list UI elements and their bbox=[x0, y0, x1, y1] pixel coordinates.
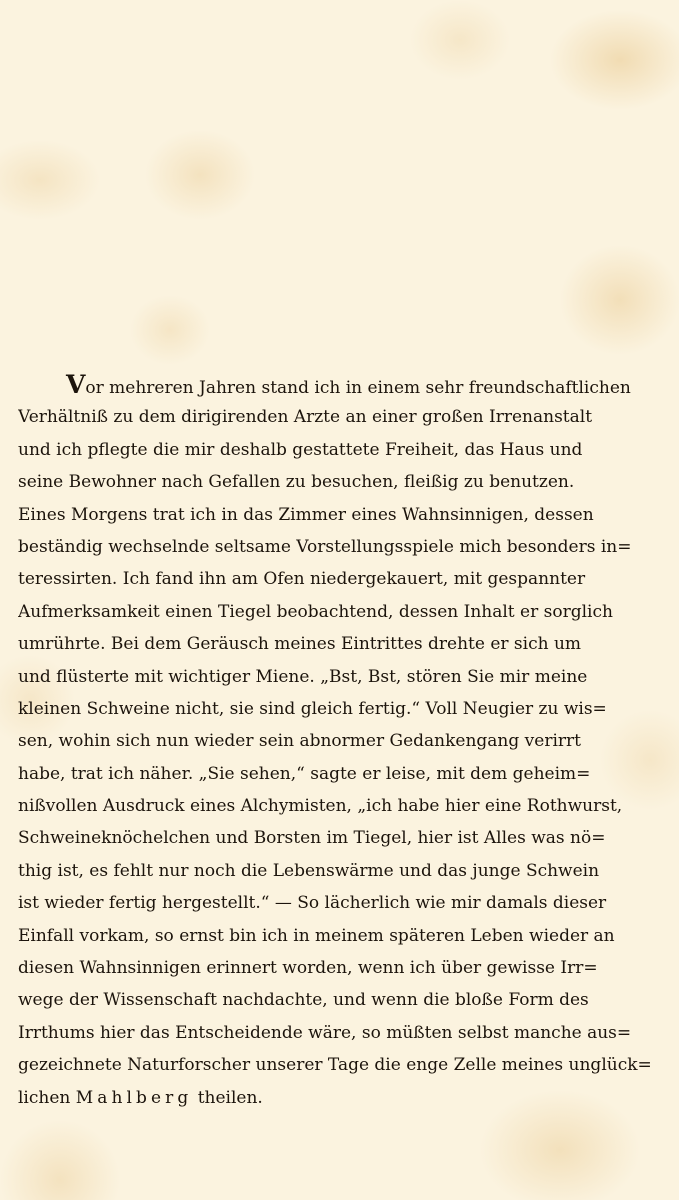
text-line: Verhältniß zu dem dirigirenden Arzte an einer großen Irrenanstalt bbox=[18, 407, 593, 428]
text-line: umrührte. Bei dem Geräusch meines Eintrittes drehte er sich um bbox=[18, 634, 582, 655]
text-line: kleinen Schweine nicht, sie sind gleich fertig.“ Voll Neugier zu wis= bbox=[18, 698, 607, 719]
drop-cap: V bbox=[66, 370, 86, 399]
text-fragment: lichen bbox=[18, 1087, 71, 1108]
spaced-name: Mahlberg bbox=[75, 1087, 193, 1108]
text-line: seine Bewohner nach Gefallen zu besuchen, fleißig zu benutzen. bbox=[18, 472, 575, 493]
text-line: wege der Wissenschaft nachdachte, und wenn die bloße Form des bbox=[18, 990, 589, 1011]
text-line-rest: or mehreren Jahren stand ich in einem sehr freundschaftlichen bbox=[85, 378, 631, 398]
text-line: und ich pflegte die mir deshalb gestattete Freiheit, das Haus und bbox=[18, 439, 583, 460]
body-paragraph bbox=[18, 369, 662, 1114]
text-line: diesen Wahnsinnigen erinnert worden, wenn ich über gewisse Irr= bbox=[18, 958, 598, 979]
text-line: sen, wohin sich nun wieder sein abnormer Gedankengang verirrt bbox=[18, 731, 581, 752]
text-line: Eines Morgens trat ich in das Zimmer eines Wahnsinnigen, dessen bbox=[18, 504, 594, 525]
text-line: Einfall vorkam, so ernst bin ich in meinem späteren Leben wieder an bbox=[18, 925, 615, 946]
text-line: und flüsterte mit wichtiger Miene. „Bst, Bst, stören Sie mir meine bbox=[18, 666, 588, 687]
text-line: Irrthums hier das Entscheidende wäre, so müßten selbst manche aus= bbox=[18, 1022, 632, 1043]
text-line bbox=[18, 1082, 662, 1114]
text-line bbox=[18, 369, 662, 401]
text-line: thig ist, es fehlt nur noch die Lebenswärme und das junge Schwein bbox=[18, 860, 600, 881]
text-line: gezeichnete Naturforscher unserer Tage die enge Zelle meines unglück= bbox=[18, 1055, 652, 1076]
text-fragment: theilen. bbox=[197, 1087, 263, 1108]
text-line: Schweineknöchelchen und Borsten im Tiegel, hier ist Alles was nö= bbox=[18, 828, 606, 849]
text-line: beständig wechselnde seltsame Vorstellungsspiele mich besonders in= bbox=[18, 536, 632, 557]
text-line: nißvollen Ausdruck eines Alchymisten, „ich habe hier eine Rothwurst, bbox=[18, 796, 623, 817]
text-line: habe, trat ich näher. „Sie sehen,“ sagte er leise, mit dem geheim= bbox=[18, 763, 591, 784]
text-line: Aufmerksamkeit einen Tiegel beobachtend, dessen Inhalt er sorglich bbox=[18, 601, 613, 622]
text-line: teressirten. Ich fand ihn am Ofen niedergekauert, mit gespannter bbox=[18, 569, 586, 590]
text-line: ist wieder fertig hergestellt.“ — So lächerlich wie mir damals dieser bbox=[18, 893, 607, 914]
